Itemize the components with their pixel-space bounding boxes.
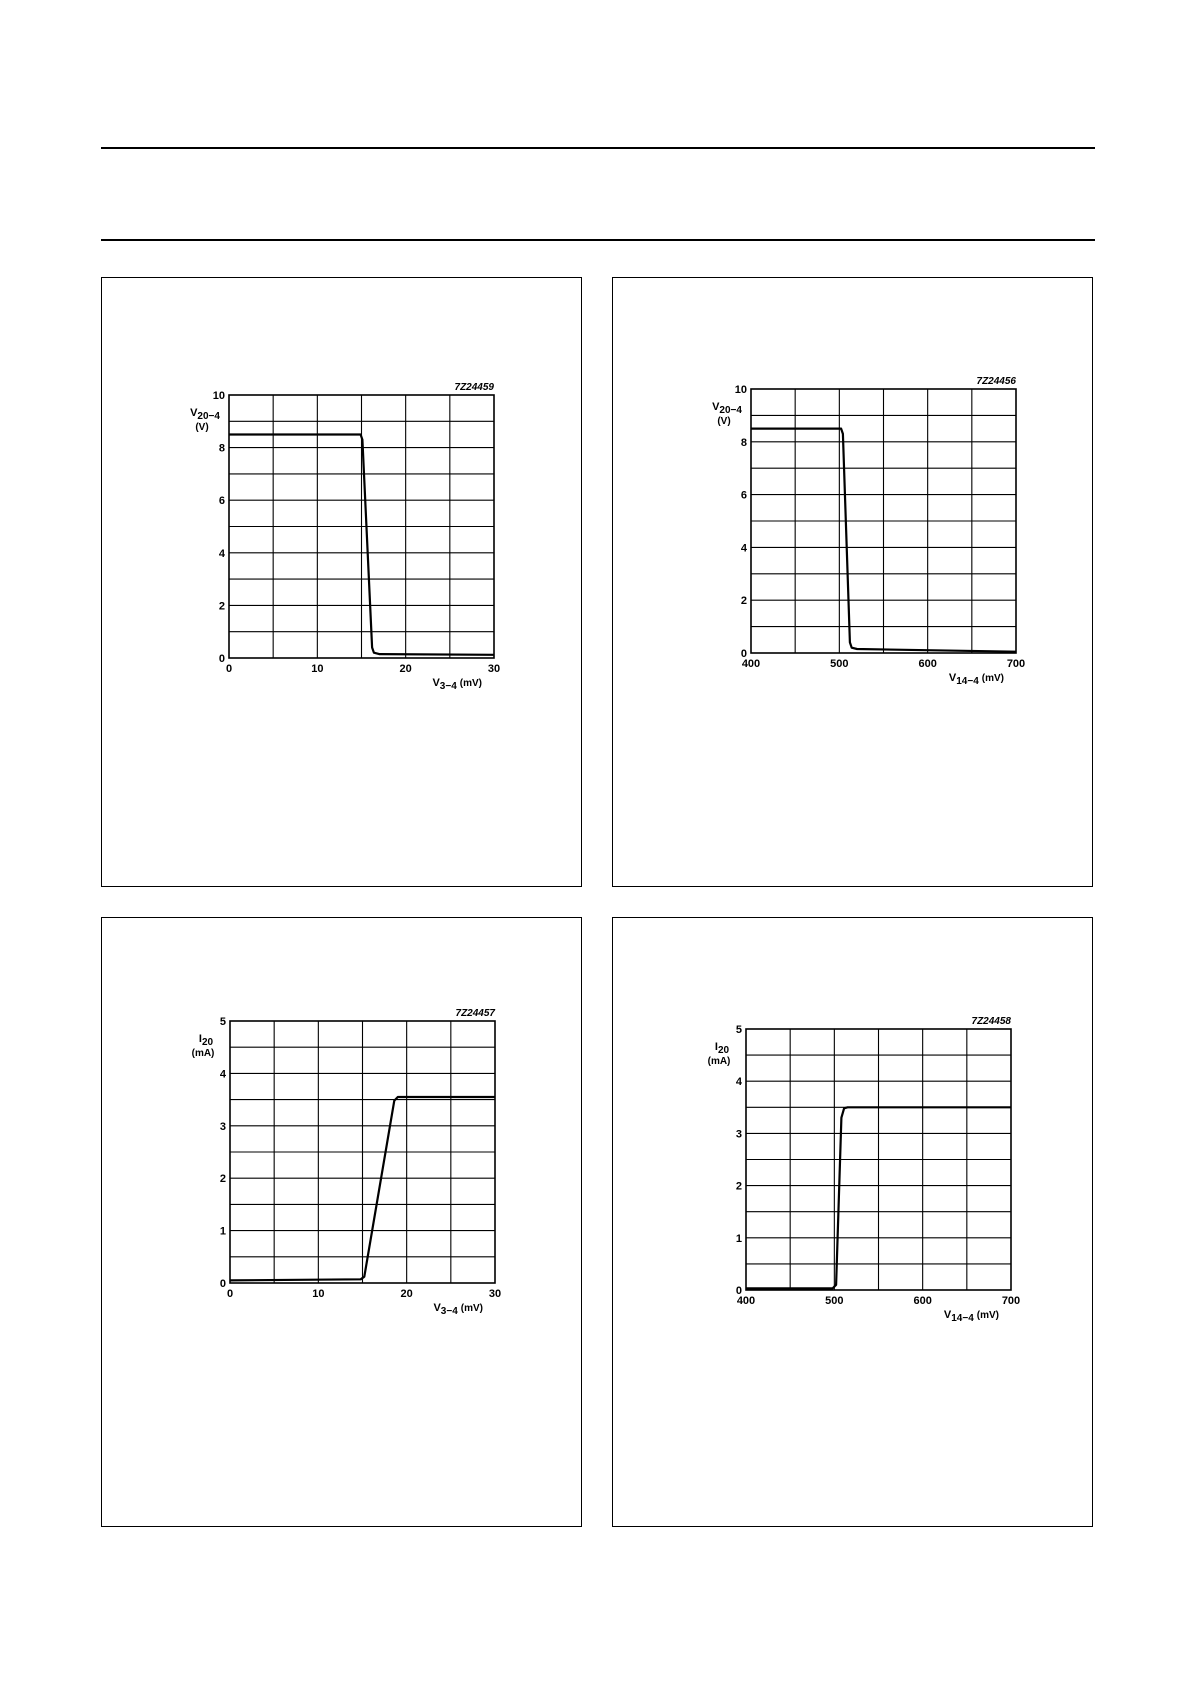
y-tick-label: 8 (740, 436, 747, 449)
x-tick-label: 30 (487, 663, 501, 675)
y-axis-unit: (V) (195, 422, 209, 433)
x-axis-unit: (mV) (460, 1303, 483, 1314)
x-axis-label-sub: 3−4 (440, 1306, 458, 1317)
y-axis-label-main: V (190, 407, 198, 419)
x-tick-label: 10 (312, 1288, 325, 1300)
y-tick-label: 4 (219, 1068, 226, 1081)
y-axis-label (190, 407, 220, 422)
x-axis-label-sub: 14−4 (951, 1313, 974, 1324)
x-axis-label (433, 1302, 483, 1317)
x-axis-unit: (mV) (981, 673, 1004, 684)
x-tick-label: 0 (226, 1288, 234, 1300)
y-tick-label: 6 (218, 495, 225, 508)
y-tick-label: 3 (735, 1128, 742, 1141)
x-axis-label-main: V (948, 672, 957, 684)
y-axis-label-sub: 20 (717, 1045, 730, 1056)
figure-code: 7Z24456 (976, 376, 1016, 387)
x-axis-label (944, 1309, 999, 1324)
y-tick-label: 4 (218, 547, 225, 560)
y-axis-unit: (V) (717, 416, 731, 427)
x-axis-label (432, 677, 482, 692)
x-tick-label: 500 (825, 1295, 844, 1307)
grid-lines (746, 1029, 1011, 1290)
y-tick-label: 1 (735, 1232, 742, 1245)
figure-code: 7Z24459 (454, 382, 494, 393)
x-axis-label-main: V (433, 1302, 441, 1314)
y-tick-label: 0 (218, 653, 225, 665)
x-tick-label: 400 (741, 658, 761, 670)
x-tick-label: 600 (918, 658, 937, 670)
y-tick-label: 2 (735, 1180, 742, 1193)
x-tick-label: 400 (736, 1295, 756, 1307)
x-tick-label: 700 (1001, 1295, 1021, 1307)
x-tick-label: 20 (399, 663, 412, 675)
figure-panel-1 (101, 277, 582, 887)
header-top-rule (101, 147, 1095, 149)
x-tick-label: 700 (1006, 658, 1026, 670)
y-axis-label-sub: 20−4 (719, 405, 742, 416)
x-tick-label: 10 (311, 663, 324, 675)
x-axis-unit: (mV) (459, 678, 482, 689)
y-axis-label (715, 1041, 730, 1056)
y-tick-label: 1 (219, 1225, 226, 1238)
y-tick-label: 3 (219, 1120, 226, 1133)
y-axis-label-sub: 20 (201, 1037, 214, 1048)
y-tick-label: 10 (212, 390, 225, 402)
x-axis-unit: (mV) (976, 1310, 999, 1321)
y-tick-label: 6 (740, 489, 747, 502)
x-axis-label-sub: 14−4 (956, 676, 979, 687)
chart-v20-vs-v3 (102, 278, 583, 888)
chart-i20-vs-v3 (102, 918, 583, 1528)
y-axis-label-main: I (714, 1041, 718, 1053)
y-axis-label (712, 401, 742, 416)
x-axis-label-main: V (943, 1309, 952, 1321)
x-axis-label (949, 672, 1004, 687)
figure-code: 7Z24457 (455, 1008, 495, 1019)
y-tick-label: 2 (218, 600, 225, 613)
y-tick-label: 4 (740, 542, 747, 555)
x-tick-label: 20 (400, 1288, 413, 1300)
y-axis-label-main: I (198, 1033, 202, 1045)
x-axis-label-sub: 3−4 (439, 681, 457, 692)
y-tick-label: 4 (735, 1076, 742, 1089)
y-tick-label: 10 (734, 384, 747, 396)
figure-panel-3 (101, 917, 582, 1527)
y-tick-label: 0 (740, 648, 747, 660)
y-tick-label: 2 (219, 1173, 226, 1186)
figure-code: 7Z24458 (971, 1016, 1011, 1027)
header-bottom-rule (101, 239, 1095, 241)
y-tick-label: 8 (218, 442, 225, 455)
x-tick-label: 600 (913, 1295, 932, 1307)
y-tick-label: 0 (735, 1285, 742, 1297)
figure-panel-4 (612, 917, 1093, 1527)
grid-lines (230, 1021, 495, 1283)
y-axis-label (199, 1033, 214, 1048)
y-tick-label: 5 (219, 1016, 226, 1028)
y-tick-label: 2 (740, 595, 747, 608)
x-tick-label: 500 (830, 658, 849, 670)
figure-panel-2 (612, 277, 1093, 887)
y-tick-label: 0 (219, 1278, 226, 1290)
y-axis-unit: (mA) (191, 1048, 215, 1059)
y-axis-label-main: V (712, 401, 720, 413)
x-axis-label-main: V (432, 677, 440, 689)
x-tick-label: 0 (225, 663, 233, 675)
chart-v20-vs-v14 (613, 278, 1094, 888)
chart-i20-vs-v14 (613, 918, 1094, 1528)
y-tick-label: 5 (735, 1024, 742, 1036)
y-axis-label-sub: 20−4 (197, 411, 220, 422)
y-axis-unit: (mA) (707, 1056, 731, 1067)
x-tick-label: 30 (488, 1288, 502, 1300)
